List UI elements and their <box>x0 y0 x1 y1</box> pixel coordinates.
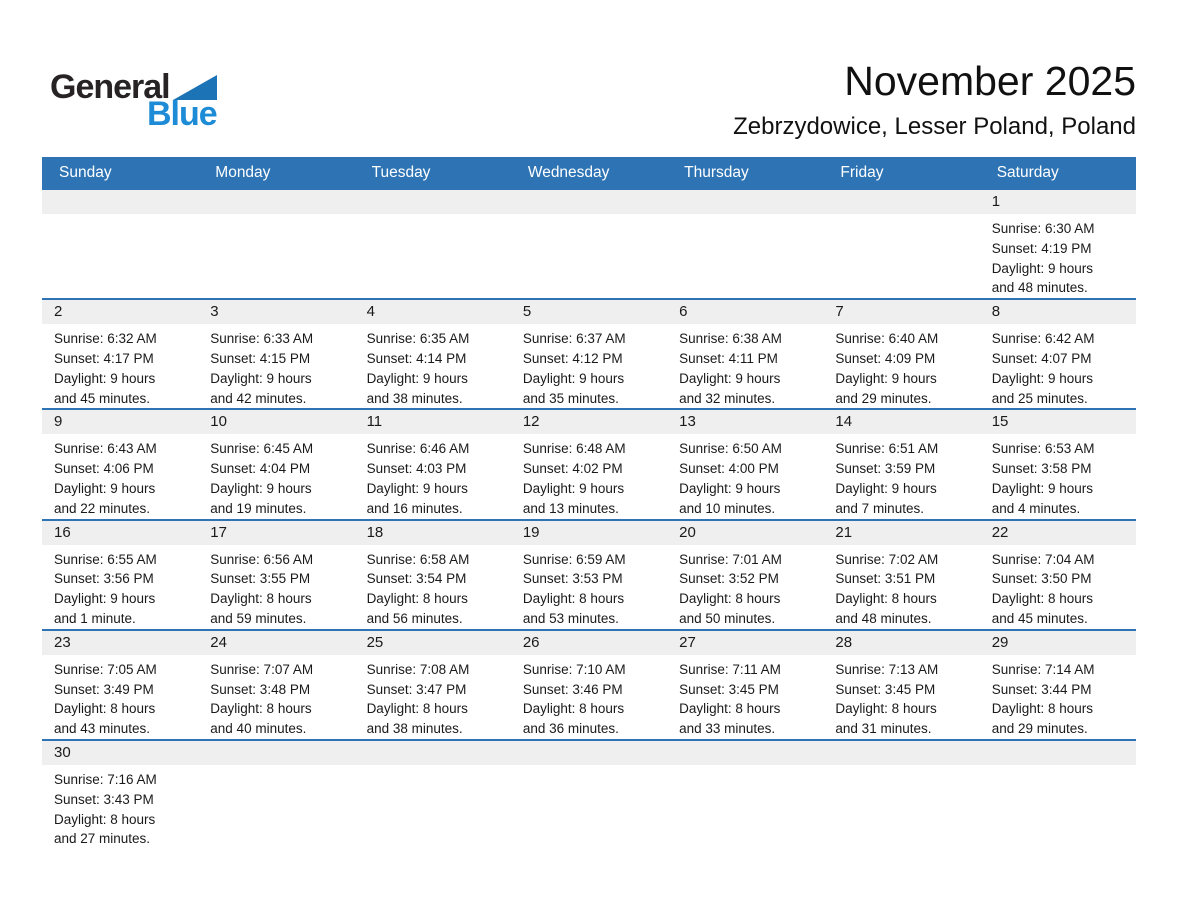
day-number: 17 <box>198 521 354 545</box>
day-info-line: Sunset: 4:12 PM <box>522 350 623 366</box>
day-info-line: Daylight: 9 hours <box>366 370 468 386</box>
day-info-line: and 22 minutes. <box>54 500 151 516</box>
day-cell-8 <box>980 300 1136 408</box>
day-info-line: and 45 minutes. <box>54 390 151 406</box>
day-info-line: Daylight: 8 hours <box>522 591 625 607</box>
day-info-line: Sunset: 4:11 PM <box>679 350 778 366</box>
day-info-line: Daylight: 9 hours <box>991 480 1093 496</box>
day-info <box>198 545 354 629</box>
day-info-line: Sunrise: 6:58 AM <box>366 551 470 567</box>
day-number: 10 <box>198 410 354 434</box>
day-band-empty <box>198 190 354 214</box>
day-cell-18 <box>355 521 511 629</box>
day-info-line: and 53 minutes. <box>522 610 619 626</box>
day-info <box>198 324 354 408</box>
day-info-line: Daylight: 9 hours <box>835 370 937 386</box>
day-cell-10 <box>198 410 354 518</box>
day-info-line: and 50 minutes. <box>679 610 776 626</box>
day-cell-26 <box>511 631 667 739</box>
day-info-line: Sunset: 4:06 PM <box>54 461 154 477</box>
day-number: 5 <box>511 300 667 324</box>
day-info-line: Daylight: 9 hours <box>522 370 625 386</box>
calendar-grid <box>42 188 1136 849</box>
day-info-line: Daylight: 8 hours <box>54 701 156 717</box>
day-info-line: Daylight: 8 hours <box>366 591 468 607</box>
day-cell-24 <box>198 631 354 739</box>
day-info-line: Sunrise: 7:16 AM <box>54 771 157 787</box>
day-band-empty <box>980 741 1136 765</box>
day-info-line: Sunrise: 7:08 AM <box>366 661 470 677</box>
day-info-line: Sunrise: 6:45 AM <box>210 441 314 457</box>
day-band-empty <box>667 190 823 214</box>
day-info-line: and 48 minutes. <box>835 610 932 626</box>
day-info-line: Daylight: 9 hours <box>54 480 156 496</box>
day-info-line: and 59 minutes. <box>210 610 307 626</box>
day-info-line: Sunset: 4:17 PM <box>54 350 154 366</box>
day-info <box>823 545 979 629</box>
day-info <box>667 655 823 739</box>
day-info-line: Sunrise: 7:01 AM <box>679 551 782 567</box>
day-info-line: Sunset: 3:50 PM <box>991 571 1092 587</box>
empty-day-cell <box>355 190 511 298</box>
day-info-line: and 38 minutes. <box>366 390 463 406</box>
day-cell-29 <box>980 631 1136 739</box>
day-info-line: Sunset: 3:43 PM <box>54 791 154 807</box>
day-info <box>355 434 511 518</box>
day-cell-27 <box>667 631 823 739</box>
day-info <box>667 324 823 408</box>
day-info-line: Daylight: 8 hours <box>991 701 1093 717</box>
day-number: 7 <box>823 300 979 324</box>
day-number: 14 <box>823 410 979 434</box>
day-info <box>42 434 198 518</box>
day-cell-25 <box>355 631 511 739</box>
day-cell-7 <box>823 300 979 408</box>
day-info-line: Sunset: 3:51 PM <box>835 571 936 587</box>
day-info-line: and 16 minutes. <box>366 500 463 516</box>
day-info <box>198 434 354 518</box>
day-info-line: and 4 minutes. <box>991 500 1081 516</box>
weekday-header-sunday: Sunday <box>59 164 112 181</box>
day-info-line: Daylight: 8 hours <box>366 701 468 717</box>
day-number: 22 <box>980 521 1136 545</box>
day-info-line: Sunrise: 6:53 AM <box>991 441 1095 457</box>
day-info-line: Sunrise: 6:30 AM <box>991 221 1095 236</box>
day-info-line: and 1 minute. <box>54 610 136 626</box>
title-block <box>436 58 1136 141</box>
day-info-line: and 38 minutes. <box>366 721 463 737</box>
day-info-line: Daylight: 8 hours <box>835 701 937 717</box>
day-info-line: Daylight: 8 hours <box>210 701 312 717</box>
day-info-line: Sunset: 4:04 PM <box>210 461 311 477</box>
day-info-line: and 48 minutes. <box>991 280 1088 296</box>
day-info <box>667 545 823 629</box>
day-info-line: Sunrise: 7:13 AM <box>835 661 939 677</box>
day-cell-14 <box>823 410 979 518</box>
day-info-line: and 13 minutes. <box>522 500 619 516</box>
day-info-line: Daylight: 8 hours <box>522 701 625 717</box>
day-number: 4 <box>355 300 511 324</box>
day-cell-23 <box>42 631 198 739</box>
day-number: 19 <box>511 521 667 545</box>
day-info-line: Sunset: 3:55 PM <box>210 571 311 587</box>
day-cell-2 <box>42 300 198 408</box>
day-info-line: Sunrise: 7:02 AM <box>835 551 939 567</box>
day-info-line: and 56 minutes. <box>366 610 463 626</box>
day-info-line: and 19 minutes. <box>210 500 307 516</box>
day-info-line: Sunrise: 6:42 AM <box>991 331 1095 347</box>
day-info-line: Daylight: 9 hours <box>835 480 937 496</box>
day-band-empty <box>667 741 823 765</box>
day-number: 6 <box>667 300 823 324</box>
day-cell-6 <box>667 300 823 408</box>
day-info-line: Sunset: 3:45 PM <box>835 681 936 697</box>
day-info <box>980 655 1136 739</box>
day-info-line: Sunset: 3:46 PM <box>522 681 623 697</box>
day-info-line: Daylight: 8 hours <box>210 591 312 607</box>
day-number: 30 <box>42 741 198 765</box>
day-info <box>823 324 979 408</box>
weekday-header-tuesday: Tuesday <box>371 164 431 181</box>
day-info-line: Sunrise: 6:46 AM <box>366 441 470 457</box>
empty-day-cell <box>355 741 511 849</box>
day-info-line: Daylight: 9 hours <box>679 370 781 386</box>
day-info-line: Daylight: 9 hours <box>522 480 625 496</box>
day-info-line: Daylight: 9 hours <box>991 260 1093 276</box>
day-number: 9 <box>42 410 198 434</box>
day-number: 2 <box>42 300 198 324</box>
weekday-header-monday: Monday <box>215 164 271 181</box>
day-info-line: and 36 minutes. <box>522 721 619 737</box>
day-info-line: Daylight: 8 hours <box>54 811 156 827</box>
day-info-line: and 40 minutes. <box>210 721 307 737</box>
day-info-line: and 29 minutes. <box>991 721 1088 737</box>
week-row <box>42 739 1136 849</box>
day-cell-20 <box>667 521 823 629</box>
day-info-line: Daylight: 8 hours <box>835 591 937 607</box>
day-info-line: and 27 minutes. <box>54 831 151 847</box>
day-info <box>823 655 979 739</box>
week-row <box>42 188 1136 298</box>
day-info <box>511 655 667 739</box>
day-info <box>42 545 198 629</box>
day-cell-16 <box>42 521 198 629</box>
day-cell-28 <box>823 631 979 739</box>
day-cell-9 <box>42 410 198 518</box>
day-band-empty <box>42 190 198 214</box>
day-cell-3 <box>198 300 354 408</box>
day-info-line: Daylight: 9 hours <box>210 370 312 386</box>
day-info-line: Sunset: 4:19 PM <box>991 240 1092 256</box>
day-band-empty <box>823 741 979 765</box>
week-row <box>42 629 1136 739</box>
empty-day-cell <box>667 741 823 849</box>
day-info-line: Sunrise: 6:32 AM <box>54 331 157 347</box>
day-info <box>511 324 667 408</box>
day-band-empty <box>511 741 667 765</box>
day-number: 15 <box>980 410 1136 434</box>
day-cell-13 <box>667 410 823 518</box>
day-cell-30 <box>42 741 198 849</box>
week-row <box>42 519 1136 629</box>
empty-day-cell <box>980 741 1136 849</box>
day-number: 20 <box>667 521 823 545</box>
logo-text-general: General <box>50 68 170 106</box>
day-cell-5 <box>511 300 667 408</box>
day-info-line: Daylight: 9 hours <box>366 480 468 496</box>
day-cell-4 <box>355 300 511 408</box>
day-info-line: Sunrise: 6:38 AM <box>679 331 782 347</box>
day-info-line: Daylight: 9 hours <box>991 370 1093 386</box>
day-info-line: Sunrise: 6:40 AM <box>835 331 939 347</box>
day-cell-1 <box>980 190 1136 298</box>
day-info-line: Daylight: 9 hours <box>54 370 156 386</box>
day-info-line: Sunset: 3:44 PM <box>991 681 1092 697</box>
day-info-line: Sunset: 3:54 PM <box>366 571 467 587</box>
day-band-empty <box>198 741 354 765</box>
day-info-line: and 33 minutes. <box>679 721 776 737</box>
day-info-line: and 35 minutes. <box>522 390 619 406</box>
week-row <box>42 408 1136 518</box>
day-info-line: and 10 minutes. <box>679 500 776 516</box>
day-info-line: Sunset: 4:07 PM <box>991 350 1092 366</box>
day-cell-11 <box>355 410 511 518</box>
empty-day-cell <box>667 190 823 298</box>
day-info <box>355 324 511 408</box>
day-info-line: Daylight: 9 hours <box>679 480 781 496</box>
day-info-line: Daylight: 9 hours <box>210 480 312 496</box>
day-number: 27 <box>667 631 823 655</box>
weekday-header-wednesday: Wednesday <box>527 164 610 181</box>
day-info <box>42 324 198 408</box>
day-info-line: Sunrise: 7:14 AM <box>991 661 1095 677</box>
day-info-line: Sunset: 3:48 PM <box>210 681 311 697</box>
general-blue-logo <box>50 70 217 131</box>
day-info-line: Sunset: 4:00 PM <box>679 461 779 477</box>
logo-text-blue: Blue <box>146 95 217 133</box>
day-number: 12 <box>511 410 667 434</box>
empty-day-cell <box>823 741 979 849</box>
day-info-line: and 32 minutes. <box>679 390 776 406</box>
day-number: 1 <box>980 190 1136 214</box>
weekday-header-thursday: Thursday <box>684 164 749 181</box>
day-info-line: and 43 minutes. <box>54 721 151 737</box>
day-info-line: Sunrise: 6:48 AM <box>522 441 626 457</box>
day-cell-15 <box>980 410 1136 518</box>
empty-day-cell <box>42 190 198 298</box>
day-info-line: Sunrise: 6:59 AM <box>522 551 626 567</box>
day-number: 29 <box>980 631 1136 655</box>
day-info-line: Sunrise: 7:11 AM <box>679 661 781 677</box>
empty-day-cell <box>823 190 979 298</box>
day-info-line: and 31 minutes. <box>835 721 932 737</box>
day-number: 3 <box>198 300 354 324</box>
day-number: 18 <box>355 521 511 545</box>
day-info-line: Sunset: 3:49 PM <box>54 681 154 697</box>
empty-day-cell <box>198 741 354 849</box>
day-info-line: Sunset: 3:52 PM <box>679 571 779 587</box>
day-number: 23 <box>42 631 198 655</box>
calendar-table <box>42 157 1136 849</box>
day-info-line: Sunset: 4:09 PM <box>835 350 936 366</box>
day-info-line: Sunrise: 6:55 AM <box>54 551 157 567</box>
day-number: 16 <box>42 521 198 545</box>
day-info-line: Sunrise: 6:35 AM <box>366 331 470 347</box>
day-band-empty <box>355 741 511 765</box>
day-info <box>355 545 511 629</box>
day-info <box>980 214 1136 298</box>
day-info-line: and 7 minutes. <box>835 500 924 516</box>
day-info-line: Sunrise: 6:37 AM <box>522 331 626 347</box>
day-info <box>511 545 667 629</box>
day-info-line: Daylight: 8 hours <box>991 591 1093 607</box>
day-info <box>667 434 823 518</box>
day-cell-17 <box>198 521 354 629</box>
day-info-line: Sunset: 3:59 PM <box>835 461 936 477</box>
day-info <box>511 434 667 518</box>
day-info <box>42 655 198 739</box>
day-info <box>198 655 354 739</box>
day-info-line: Sunset: 4:02 PM <box>522 461 623 477</box>
day-cell-22 <box>980 521 1136 629</box>
weekday-header-saturday: Saturday <box>996 164 1059 181</box>
day-info-line: Sunrise: 6:56 AM <box>210 551 314 567</box>
day-number: 26 <box>511 631 667 655</box>
day-info-line: Sunrise: 7:10 AM <box>522 661 626 677</box>
day-info-line: and 25 minutes. <box>991 390 1088 406</box>
day-info <box>980 324 1136 408</box>
day-info-line: Sunrise: 6:43 AM <box>54 441 157 457</box>
day-number: 21 <box>823 521 979 545</box>
day-info-line: and 45 minutes. <box>991 610 1088 626</box>
day-number: 28 <box>823 631 979 655</box>
day-cell-21 <box>823 521 979 629</box>
weekday-header-row <box>42 157 1136 188</box>
empty-day-cell <box>198 190 354 298</box>
day-info-line: Sunrise: 7:04 AM <box>991 551 1095 567</box>
day-number: 8 <box>980 300 1136 324</box>
empty-day-cell <box>511 741 667 849</box>
day-band-empty <box>355 190 511 214</box>
day-number: 25 <box>355 631 511 655</box>
day-number: 11 <box>355 410 511 434</box>
day-info-line: Sunrise: 6:50 AM <box>679 441 782 457</box>
day-info-line: Sunset: 3:47 PM <box>366 681 467 697</box>
day-band-empty <box>823 190 979 214</box>
day-info-line: Sunrise: 6:51 AM <box>835 441 939 457</box>
day-info <box>823 434 979 518</box>
day-cell-19 <box>511 521 667 629</box>
weekday-header-friday: Friday <box>840 164 884 181</box>
day-info-line: Sunset: 3:56 PM <box>54 571 154 587</box>
day-info <box>980 434 1136 518</box>
day-band-empty <box>511 190 667 214</box>
day-info-line: Daylight: 8 hours <box>679 701 781 717</box>
day-info-line: Sunrise: 7:07 AM <box>210 661 314 677</box>
day-info-line: and 29 minutes. <box>835 390 932 406</box>
day-info-line: Daylight: 9 hours <box>54 591 156 607</box>
day-info <box>980 545 1136 629</box>
day-number: 13 <box>667 410 823 434</box>
day-info-line: Sunset: 4:03 PM <box>366 461 467 477</box>
day-info-line: Sunset: 4:14 PM <box>366 350 467 366</box>
day-info-line: Sunset: 4:15 PM <box>210 350 311 366</box>
day-cell-12 <box>511 410 667 518</box>
day-info-line: and 42 minutes. <box>210 390 307 406</box>
week-row <box>42 298 1136 408</box>
day-info-line: Daylight: 8 hours <box>679 591 781 607</box>
page-title: November 2025 <box>844 58 1136 104</box>
day-info-line: Sunrise: 7:05 AM <box>54 661 157 677</box>
day-info <box>355 655 511 739</box>
day-info-line: Sunset: 3:53 PM <box>522 571 623 587</box>
day-info-line: Sunset: 3:58 PM <box>991 461 1092 477</box>
day-number: 24 <box>198 631 354 655</box>
day-info-line: Sunrise: 6:33 AM <box>210 331 314 347</box>
day-info-line: Sunset: 3:45 PM <box>679 681 779 697</box>
page-subtitle: Zebrzydowice, Lesser Poland, Poland <box>733 113 1136 141</box>
empty-day-cell <box>511 190 667 298</box>
day-info <box>42 765 198 849</box>
